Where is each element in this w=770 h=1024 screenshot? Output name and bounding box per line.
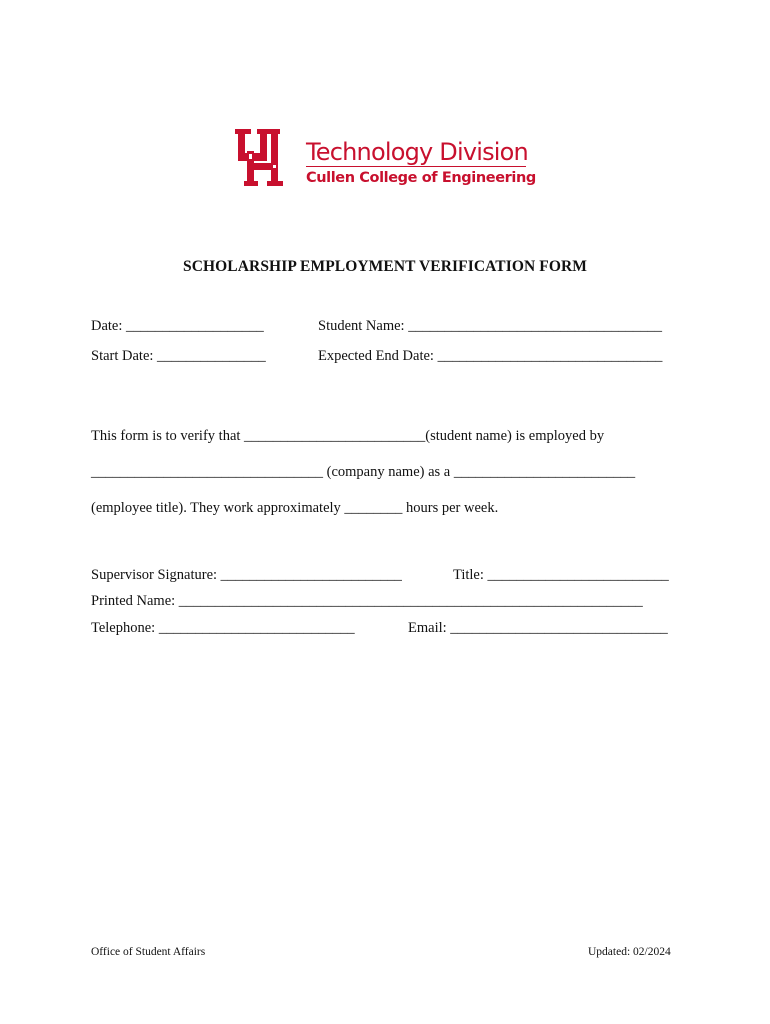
telephone-field[interactable]: Telephone: ___________________________ — [91, 620, 355, 636]
form-title: SCHOLARSHIP EMPLOYMENT VERIFICATION FORM — [182, 258, 588, 275]
verification-text-line-2[interactable]: ________________________________ (company name) as a _________________________ — [91, 464, 636, 480]
verification-text-line-3[interactable]: (employee title). They work approximately ________ hours per week. — [91, 500, 499, 516]
logo-title: Technology Division — [306, 138, 528, 166]
student-name-field[interactable]: Student Name: ___________________________________ — [318, 318, 662, 334]
email-field[interactable]: Email: ______________________________ — [408, 620, 668, 636]
date-field[interactable]: Date: ___________________ — [91, 318, 264, 334]
supervisor-signature-field[interactable]: Supervisor Signature: _________________________ — [91, 567, 402, 583]
start-date-field[interactable]: Start Date: _______________ — [91, 348, 266, 364]
expected-end-date-field[interactable]: Expected End Date: _______________________________ — [318, 348, 663, 364]
footer-updated: Updated: 02/2024 — [588, 946, 671, 958]
logo-divider — [306, 166, 526, 167]
printed-name-field[interactable]: Printed Name: ________________________________________________________________ — [91, 593, 643, 609]
logo-subtitle: Cullen College of Engineering — [306, 170, 536, 186]
supervisor-title-field[interactable]: Title: _________________________ — [453, 567, 669, 583]
verification-text-line-1[interactable]: This form is to verify that _________________________(student name) is employed by — [91, 428, 605, 444]
uh-interlocking-logo-icon — [235, 129, 295, 187]
footer-office: Office of Student Affairs — [91, 946, 206, 958]
